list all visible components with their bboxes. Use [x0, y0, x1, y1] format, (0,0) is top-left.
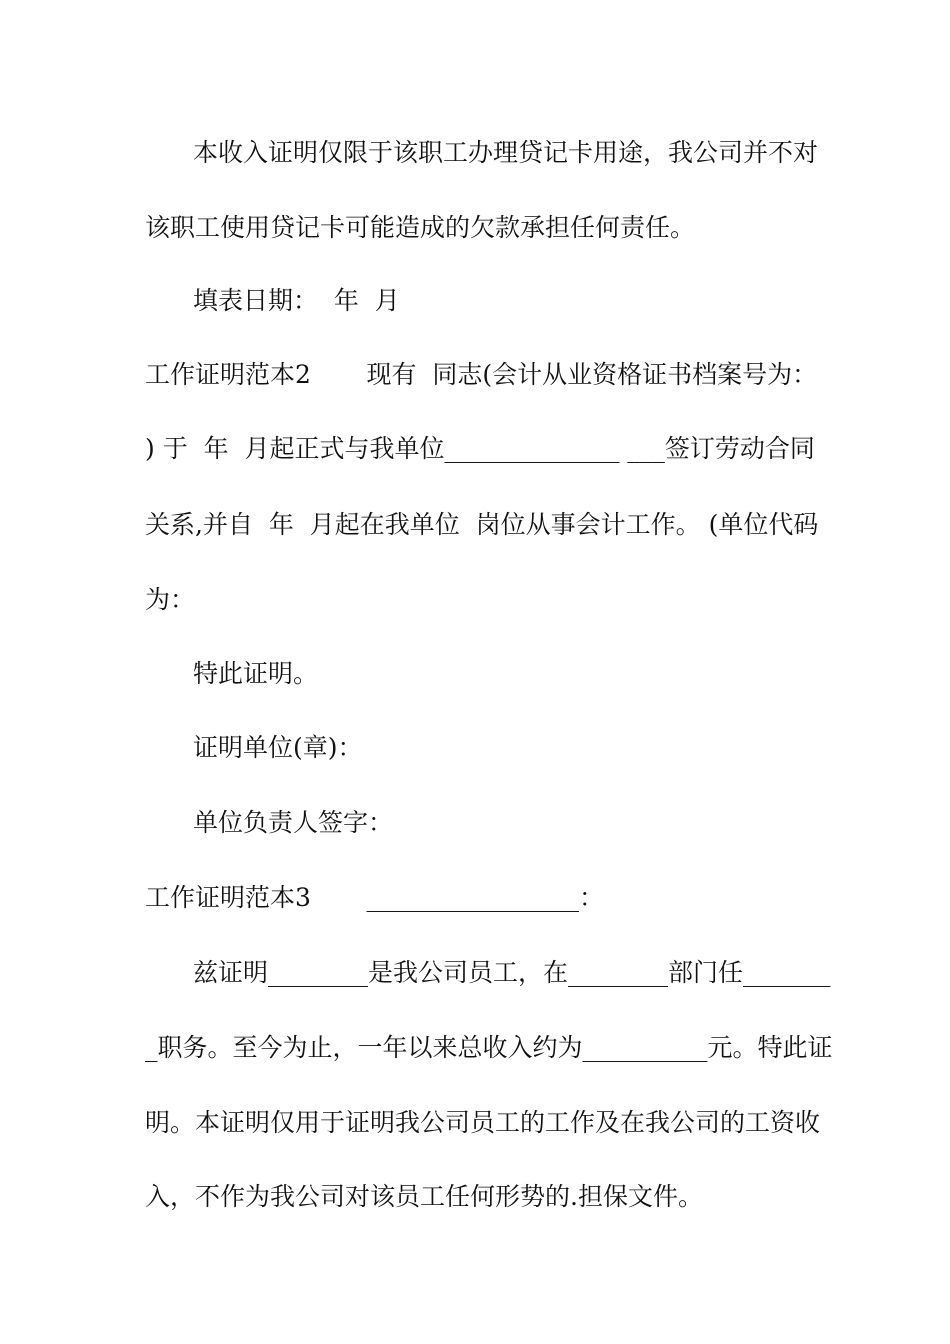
section-heading-sample-2: 工作证明范本2 现有 同志(会计从业资格证书档案号为：: [145, 360, 818, 389]
paragraph-line: 该职工使用贷记卡可能造成的欠款承担任何责任。: [145, 213, 696, 242]
paragraph-line: 本收入证明仅限于该职工办理贷记卡用途，我公司并不对: [193, 138, 819, 167]
signature-line: 单位负责人签字：: [193, 808, 394, 837]
paragraph-line: 兹证明________是我公司员工，在________部门任_______: [193, 958, 831, 987]
certification-line: 特此证明。: [193, 659, 319, 688]
certifying-unit-line: 证明单位(章)：: [193, 733, 363, 762]
fill-date-line: 填表日期： 年 月: [193, 286, 400, 315]
paragraph-line: 关系,并自 年 月起在我单位 岗位从事会计工作。 (单位代码: [145, 510, 819, 539]
paragraph-line: 入，不作为我公司对该员工任何形势的.担保文件。: [145, 1182, 703, 1211]
paragraph-line: ) 于 年 月起正式与我单位______________ ___签订劳动合同: [145, 434, 815, 463]
section-heading-sample-3: 工作证明范本3 _________________：: [145, 883, 605, 912]
paragraph-line: 明。本证明仅用于证明我公司员工的工作及在我公司的工资收: [145, 1108, 821, 1137]
paragraph-line: _职务。至今为止，一年以来总收入约为__________元。特此证: [145, 1033, 833, 1062]
paragraph-line: 为：: [145, 585, 196, 614]
